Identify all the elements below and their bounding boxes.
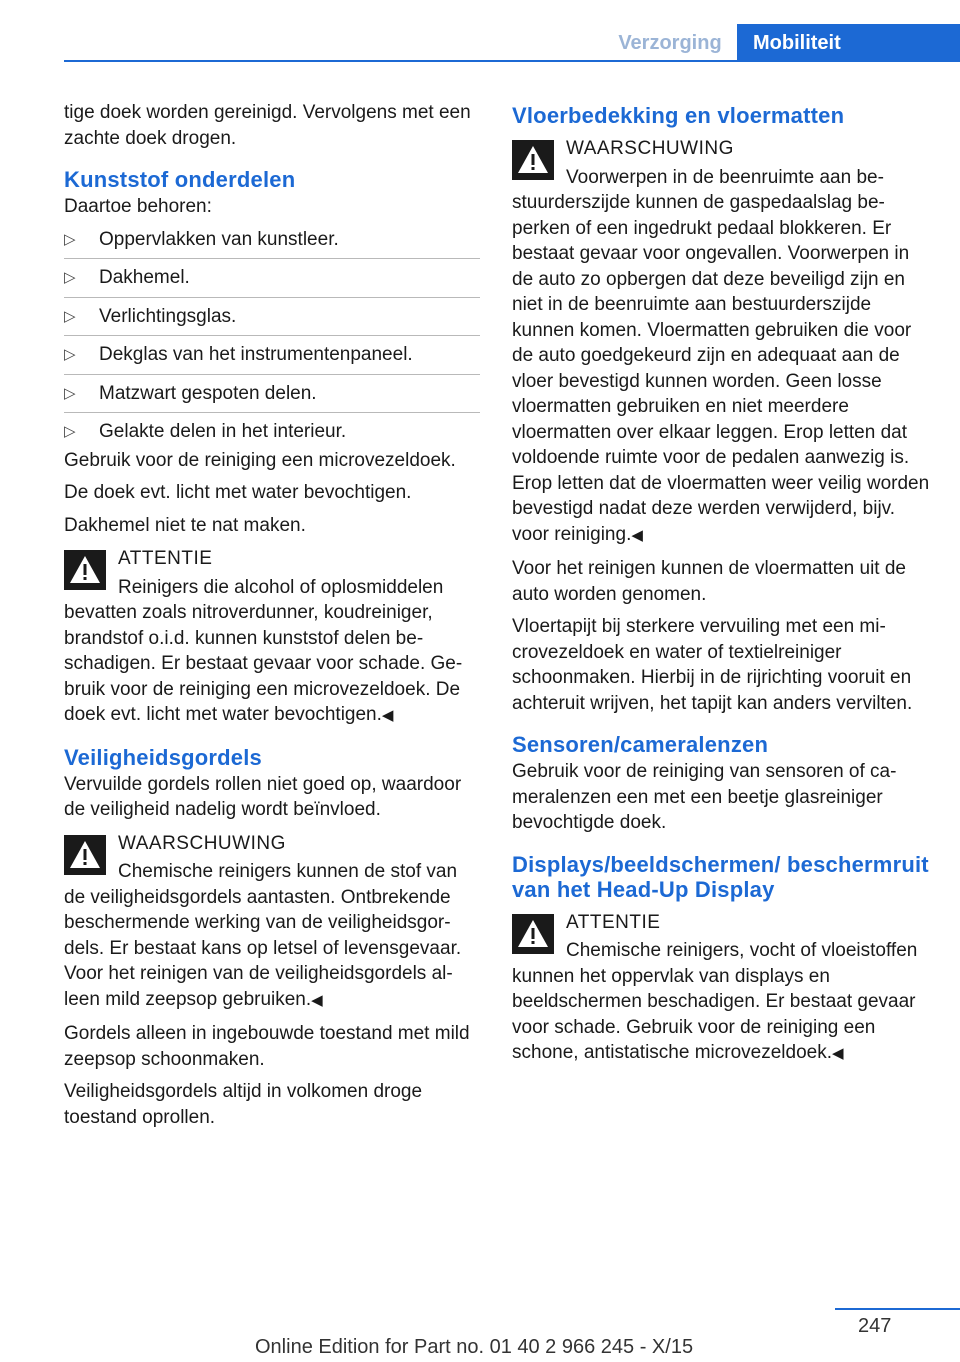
bullet-icon: ▷ bbox=[64, 307, 76, 325]
attention-text: Chemische reinigers, vocht of vloeistoffen kunnen het oppervlak van displays en beeldschermen beschadigen. Er bestaat gevaar voor schade. Gebruik voor de reiniging een schone, antistatische microvezeldoek. bbox=[512, 940, 918, 1063]
warning-text: Chemische reinigers kunnen de stof van de veiligheidsgordels aantasten. Ontbrekende beschermende werking van de veiligheidsgordels. Er bestaat kans op letsel of levensgevaar. Voor het reinigen van de veiligheidsgordels alleen mild zeepsop gebruiken. bbox=[64, 861, 462, 1010]
paragraph-vloermatten: Voor het reinigen kunnen de vloermatten uit de auto worden genomen. bbox=[512, 558, 906, 605]
bullet-icon: ▷ bbox=[64, 423, 76, 440]
heading-gordels: Veiligheidsgordels bbox=[64, 744, 262, 770]
list-item: ▷ Dakhemel. bbox=[64, 265, 480, 298]
warning-triangle-icon bbox=[64, 835, 106, 875]
paragraph-doek: De doek evt. licht met water bevochtigen. bbox=[64, 482, 412, 503]
footer-edition: Online Edition for Part no. 01 40 2 966 245 - X/15 bbox=[255, 1336, 694, 1358]
tab-verzorging[interactable]: Verzorging bbox=[618, 32, 722, 54]
attention-title: ATTENTIE bbox=[118, 548, 213, 569]
bullet-icon: ▷ bbox=[64, 269, 76, 286]
heading-displays: Displays/beeldschermen/ beschermruit van het Head-Up Display bbox=[512, 851, 929, 902]
paragraph-intro: tige doek worden gereinigd. Vervolgens met een zachte doek drogen. bbox=[64, 102, 471, 149]
paragraph-vervuilde: Vervuilde gordels rollen niet goed op, waardoor de veiligheid nadelig wordt beïnvloed. bbox=[64, 773, 462, 820]
warning-block bbox=[512, 136, 930, 548]
page-number: 247 bbox=[858, 1315, 892, 1337]
bullet-icon: ▷ bbox=[64, 230, 76, 248]
heading-sensoren: Sensoren/cameralenzen bbox=[512, 732, 769, 757]
end-mark-icon: ◀ bbox=[311, 991, 323, 1009]
attention-block bbox=[64, 546, 480, 729]
heading-vloer: Vloerbedekking en vloermatten bbox=[512, 103, 845, 128]
warning-title: WAARSCHUWING bbox=[118, 832, 286, 854]
end-mark-icon: ◀ bbox=[631, 526, 643, 544]
list-item: ▷ Oppervlakken van kunstleer. bbox=[64, 227, 480, 260]
bullet-icon: ▷ bbox=[64, 346, 76, 363]
paragraph-sensoren: Gebruik voor de reiniging van sensoren of cameralenzen een met een beetje glasreiniger bevochtigde doek. bbox=[512, 761, 897, 833]
list-item: ▷ Matzwart gespoten delen. bbox=[64, 381, 480, 414]
list-item: ▷ Dekglas van het instrumentenpaneel. bbox=[64, 342, 480, 375]
paragraph-daartoe: Daartoe behoren: bbox=[64, 196, 212, 217]
attention-text: Reinigers die alcohol of oplosmiddelen bevatten zoals nitroverdunner, koudreiniger, brandstof o.i.d. kunnen kunststof delen beschadigen. Er bestaat gevaar voor schade. Gebruik voor de reiniging een microvezeldoek. De doek evt. licht met water bevochtigen. bbox=[64, 576, 463, 725]
end-mark-icon: ◀ bbox=[832, 1045, 844, 1062]
footer-rule bbox=[835, 1308, 960, 1310]
bullet-icon: ▷ bbox=[64, 384, 76, 402]
paragraph-vloertapijt: Vloertapijt bij sterkere vervuiling met een microvezeldoek en water of textielreiniger schoonmaken. Hierbij in de rijrichting vooruit en achteruit wrijven, het tapijt kan anders vervilten. bbox=[512, 616, 913, 714]
warning-text: Voorwerpen in de beenruimte aan bestuurderszijde kunnen de gaspedaalslag beperken of een ingedrukt pedaal blokkeren. Er bestaat gevaar voor ongevallen. Voorwerpen in de auto zo opbergen dat deze beveiligd zijn en niet in de beenruimte aan bestuurderszijde kunnen komen. Vloermatten gebruiken die voor de auto goedgekeurd zijn en adequaat aan de vloer bevestigd kunnen worden. Geen losse vloermatten gebruiken en niet meerdere vloermatten over elkaar leggen. Erop letten dat voldoende ruimte voor de pedalen aanwezig is. Erop letten dat de vloermatten weer veilig worden bevestigd nadat deze werden verwijderd, bijv. voor reiniging. bbox=[512, 166, 930, 545]
warning-triangle-icon bbox=[512, 140, 554, 180]
parts-list bbox=[64, 227, 480, 445]
tab-mobiliteit[interactable]: Mobiliteit bbox=[737, 24, 960, 62]
warning-block bbox=[64, 831, 480, 1014]
paragraph-dakhemel: Dakhemel niet te nat maken. bbox=[64, 514, 306, 536]
warning-title: WAARSCHUWING bbox=[566, 138, 734, 159]
attention-block bbox=[512, 910, 930, 1067]
list-item: ▷ Gelakte delen in het interieur. bbox=[64, 419, 480, 445]
attention-title: ATTENTIE bbox=[566, 911, 661, 933]
end-mark-icon: ◀ bbox=[381, 707, 394, 724]
warning-triangle-icon bbox=[64, 550, 106, 590]
right-column bbox=[512, 100, 930, 1075]
list-item: ▷ Verlichtingsglas. bbox=[64, 304, 480, 337]
paragraph-gebruik: Gebruik voor de reiniging een microvezeldoek. bbox=[64, 449, 456, 471]
paragraph-gordels-droog: Veiligheidsgordels altijd in volkomen droge toestand oprollen. bbox=[64, 1081, 423, 1128]
warning-triangle-icon bbox=[512, 914, 554, 954]
left-column bbox=[64, 100, 480, 1137]
heading-kunststof: Kunststof onderdelen bbox=[64, 167, 296, 192]
paragraph-gordels-alleen: Gordels alleen in ingebouwde toestand met mild zeepsop schoonmaken. bbox=[64, 1023, 470, 1070]
